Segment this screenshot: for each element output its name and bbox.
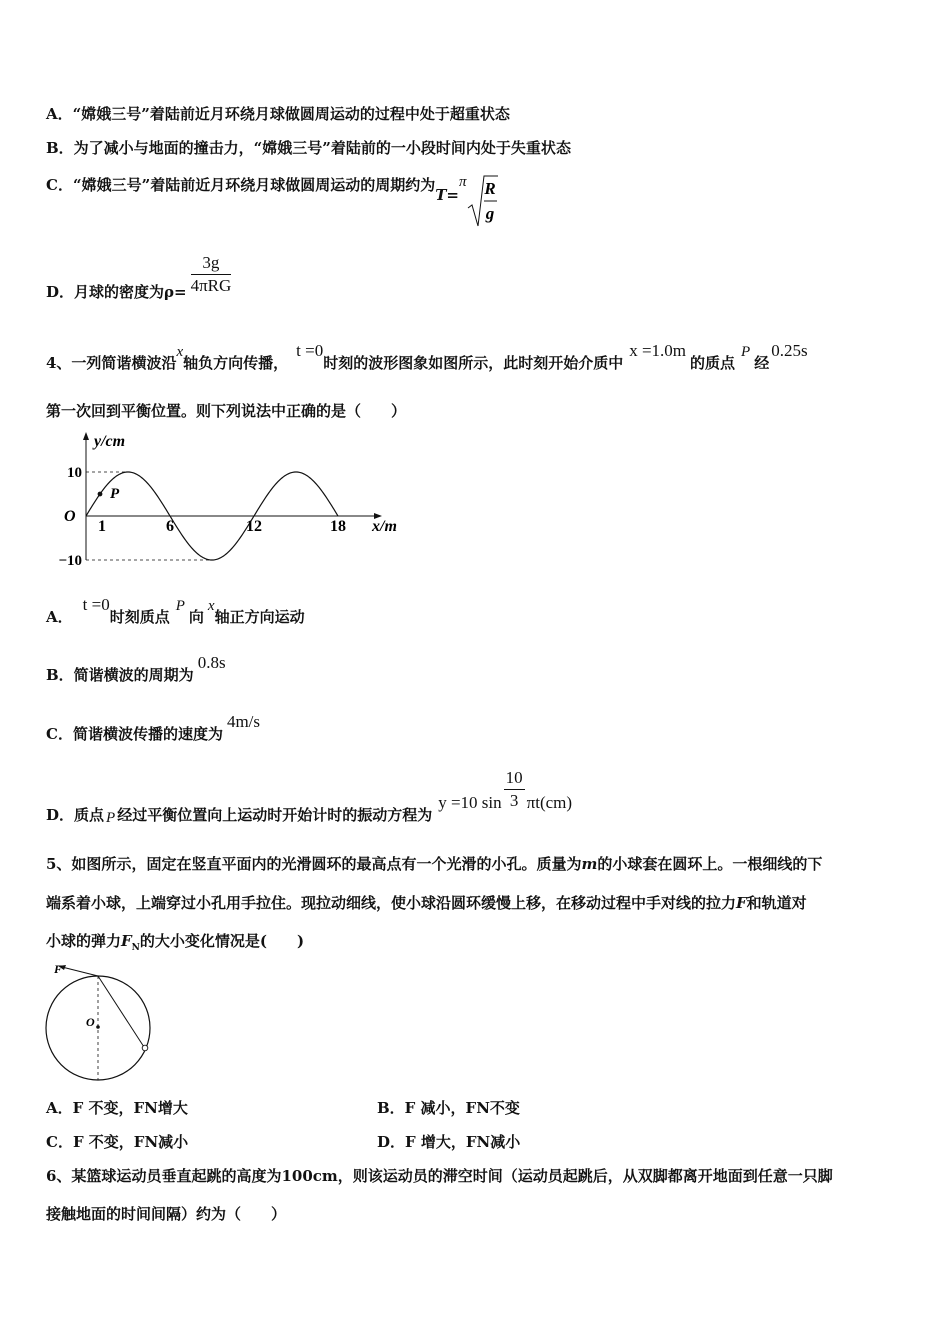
q5-option-a: A．F 不变，FN增大: [46, 1099, 188, 1117]
q4-dt: 0.25s: [771, 341, 808, 360]
y-axis-label: y/cm: [94, 433, 126, 450]
q5-F: F: [736, 894, 747, 912]
q3-option-d: [46, 253, 232, 301]
q3-option-b: B．为了减小与地面的撞击力，“嫦娥三号”着陆前的一小段时间内处于失重状态: [46, 139, 571, 157]
ring-figure: [40, 958, 160, 1082]
q4-t0: t =0: [296, 341, 324, 360]
q4-option-a-text-3: 轴正方向运动: [214, 608, 305, 626]
q3-option-c-text: C．“嫦娥三号”着陆前近月环绕月球做圆周运动的周期约为: [46, 176, 436, 194]
q4-stem-text-2: 轴负方向传播，: [183, 354, 289, 372]
x-tick-label: 1: [98, 518, 106, 535]
center-dot: [96, 1025, 100, 1029]
point-P-label: P: [110, 486, 120, 502]
q3-option-c-pi: π: [458, 174, 467, 190]
q5-FN: F: [121, 932, 132, 950]
q4-option-c-text: C．简谐横波传播的速度为: [46, 725, 223, 743]
q4-option-d-text-1: D．质点: [46, 805, 105, 824]
wave-chart: [50, 432, 410, 572]
q4-stem-text-5: 经: [754, 354, 770, 372]
x-tick-label: 6: [166, 518, 174, 535]
q4-option-c: [46, 711, 261, 743]
q4-stem-line1: [46, 340, 808, 372]
pull-arrow: [62, 967, 98, 976]
q3-option-d-den: 4πRG: [190, 276, 232, 295]
q3-option-d-num: 3g: [191, 253, 232, 275]
ball: [142, 1045, 148, 1051]
q4-option-d-text-2: 经过平衡位置向上运动时开始计时的振动方程为: [117, 805, 433, 824]
q4-stem-text-1: 4、一列简谐横波沿: [46, 354, 177, 372]
q4-option-c-val: 4m/s: [226, 712, 261, 731]
q4-option-d: [46, 768, 573, 826]
q4-option-a-text-2: 向: [188, 608, 204, 626]
q5-option-d: D．F 增大，FN减小: [377, 1133, 521, 1151]
q4-stem-text-4: 的质点: [690, 354, 736, 372]
q4-stem-line2: 第一次回到平衡位置。则下列说法中正确的是（ ）: [46, 402, 407, 420]
q4-option-b-val: 0.8s: [197, 653, 226, 672]
y-tick-label: −10: [58, 553, 82, 569]
q4-option-a-t0: t =0: [82, 595, 110, 614]
q5-option-b: B．F 减小，FN不变: [377, 1099, 520, 1117]
sqrt-symbol: [466, 174, 498, 228]
q4-option-d-eq: y =10 sin: [438, 792, 502, 812]
q4-option-d-tail: πt(cm): [526, 792, 573, 812]
q3-option-d-rho: ρ=: [164, 282, 187, 301]
q4-option-d-num: 10: [504, 768, 525, 790]
q3-option-c: [46, 174, 498, 228]
x-tick-label: 18: [330, 518, 346, 535]
q5-option-c: C．F 不变，FN减小: [46, 1133, 189, 1151]
q6-stem-line1: 6、某篮球运动员垂直起跳的高度为100cm，则该运动员的滞空时间（运动员起跳后，从双脚都离开地面到任意一只脚: [46, 1167, 833, 1185]
x-tick-label: 12: [246, 518, 262, 535]
q4-P: P: [741, 344, 751, 360]
q6-stem-line2: 接触地面的时间间隔）约为（ ）: [46, 1205, 287, 1223]
q5-stem-line1: 5、如图所示，固定在竖直平面内的光滑圆环的最高点有一个光滑的小孔。质量为m的小球套在圆环上。一根细线的下: [46, 855, 823, 873]
q3-option-c-den: g: [486, 204, 495, 223]
fig-label-F: F: [54, 962, 63, 976]
y-tick-label: 10: [67, 465, 82, 481]
q3-option-d-text: D．月球的密度为: [46, 282, 165, 301]
q5-stem-line3: 小球的弹力$F_N$的大小变化情况是( ): [46, 932, 305, 953]
q4-option-b: [46, 652, 226, 684]
q3-option-c-num: R: [484, 179, 497, 198]
q4-x1: x =1.0m: [629, 341, 687, 360]
string-line: [98, 976, 144, 1047]
fig-label-O: O: [86, 1015, 95, 1029]
q4-option-a: [46, 594, 305, 626]
x-axis-label: x/m: [372, 518, 397, 535]
y-axis-arrow: [83, 432, 89, 440]
q4-stem-text-3: 时刻的波形图象如图所示，此时刻开始介质中: [323, 354, 624, 372]
q3-option-a: A．“嫦娥三号”着陆前近月环绕月球做圆周运动的过程中处于超重状态: [46, 105, 510, 123]
point-P: [98, 492, 103, 497]
q5-m: m: [581, 855, 598, 873]
q4-option-d-den: 3: [509, 791, 519, 810]
q3-option-c-T: T: [435, 186, 447, 204]
q4-option-a-text-1: 时刻质点: [109, 608, 170, 626]
q4-var-x: x: [176, 344, 184, 360]
q5-stem-line2: 端系着小球，上端穿过小孔用手拉住。现拉动细线，使小球沿圆环缓慢上移，在移动过程中手对线的拉力F和轨道对: [46, 894, 807, 912]
q3-option-c-eq: =: [446, 186, 459, 204]
q4-option-d-P: P: [106, 809, 116, 826]
q4-option-a-label: A．: [46, 608, 73, 626]
q4-option-a-x: x: [207, 598, 215, 614]
q5-FN-sub: N: [131, 943, 140, 953]
q4-option-b-text: B．简谐横波的周期为: [46, 666, 194, 684]
origin-label: O: [64, 508, 76, 525]
q4-option-a-P: P: [175, 598, 185, 614]
